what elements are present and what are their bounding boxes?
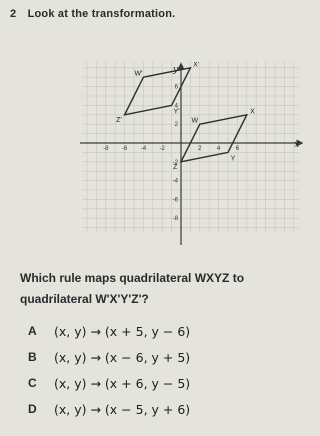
question-prompt: Look at the transformation. bbox=[27, 8, 176, 20]
vertex-label: X bbox=[250, 108, 255, 116]
question-header bbox=[10, 8, 175, 20]
choice-letter: B bbox=[28, 350, 37, 364]
vertex-label: Z' bbox=[116, 116, 122, 124]
question-text-line1: Which rule maps quadrilateral WXYZ to bbox=[20, 271, 245, 285]
x-tick-label: 2 bbox=[198, 146, 202, 152]
vertex-label: W' bbox=[134, 70, 143, 78]
choice-rule: (x, y) → (x − 5, y + 6) bbox=[54, 401, 191, 417]
question-text-line2: quadrilateral W'X'Y'Z'? bbox=[20, 292, 149, 306]
y-tick-label: 6 bbox=[174, 84, 178, 91]
vertex-label: X' bbox=[193, 62, 200, 69]
choice-letter: A bbox=[28, 324, 37, 338]
vertex-label: Z bbox=[173, 163, 178, 171]
y-tick-label: -8 bbox=[172, 216, 178, 223]
choice-rule: (x, y) → (x + 5, y − 6) bbox=[54, 323, 191, 339]
y-tick-label: -6 bbox=[172, 197, 178, 204]
question-text bbox=[20, 268, 310, 310]
y-tick-label: 4 bbox=[174, 103, 178, 110]
vertex-label: Y' bbox=[173, 108, 180, 116]
answer-choices bbox=[28, 318, 190, 422]
coordinate-graph bbox=[78, 62, 303, 247]
vertex-label: W bbox=[191, 117, 199, 125]
choice-b[interactable] bbox=[28, 344, 190, 370]
x-tick-label: -4 bbox=[140, 146, 147, 152]
y-axis-label: y bbox=[172, 65, 178, 75]
grid bbox=[82, 62, 298, 232]
choice-d[interactable] bbox=[28, 396, 190, 422]
y-tick-label: -4 bbox=[172, 178, 178, 185]
choice-letter: C bbox=[28, 376, 37, 390]
y-tick-label: -2 bbox=[172, 159, 178, 166]
choice-c[interactable] bbox=[28, 370, 190, 396]
x-tick-label: -8 bbox=[103, 146, 109, 152]
y-tick-label: 2 bbox=[174, 122, 178, 129]
choice-rule: (x, y) → (x − 6, y + 5) bbox=[54, 349, 191, 365]
choice-letter: D bbox=[28, 402, 37, 416]
x-axis-label: x bbox=[294, 140, 300, 150]
quadrilaterals bbox=[116, 62, 255, 171]
question-number: 2 bbox=[10, 8, 17, 20]
x-tick-label: 6 bbox=[235, 146, 240, 152]
x-tick-label: -2 bbox=[159, 146, 165, 152]
x-tick-label: 4 bbox=[216, 146, 221, 152]
vertex-label: Y bbox=[230, 155, 236, 163]
choice-rule: (x, y) → (x + 6, y − 5) bbox=[54, 375, 191, 391]
choice-a[interactable] bbox=[28, 318, 190, 344]
x-tick-label: -6 bbox=[121, 146, 128, 152]
